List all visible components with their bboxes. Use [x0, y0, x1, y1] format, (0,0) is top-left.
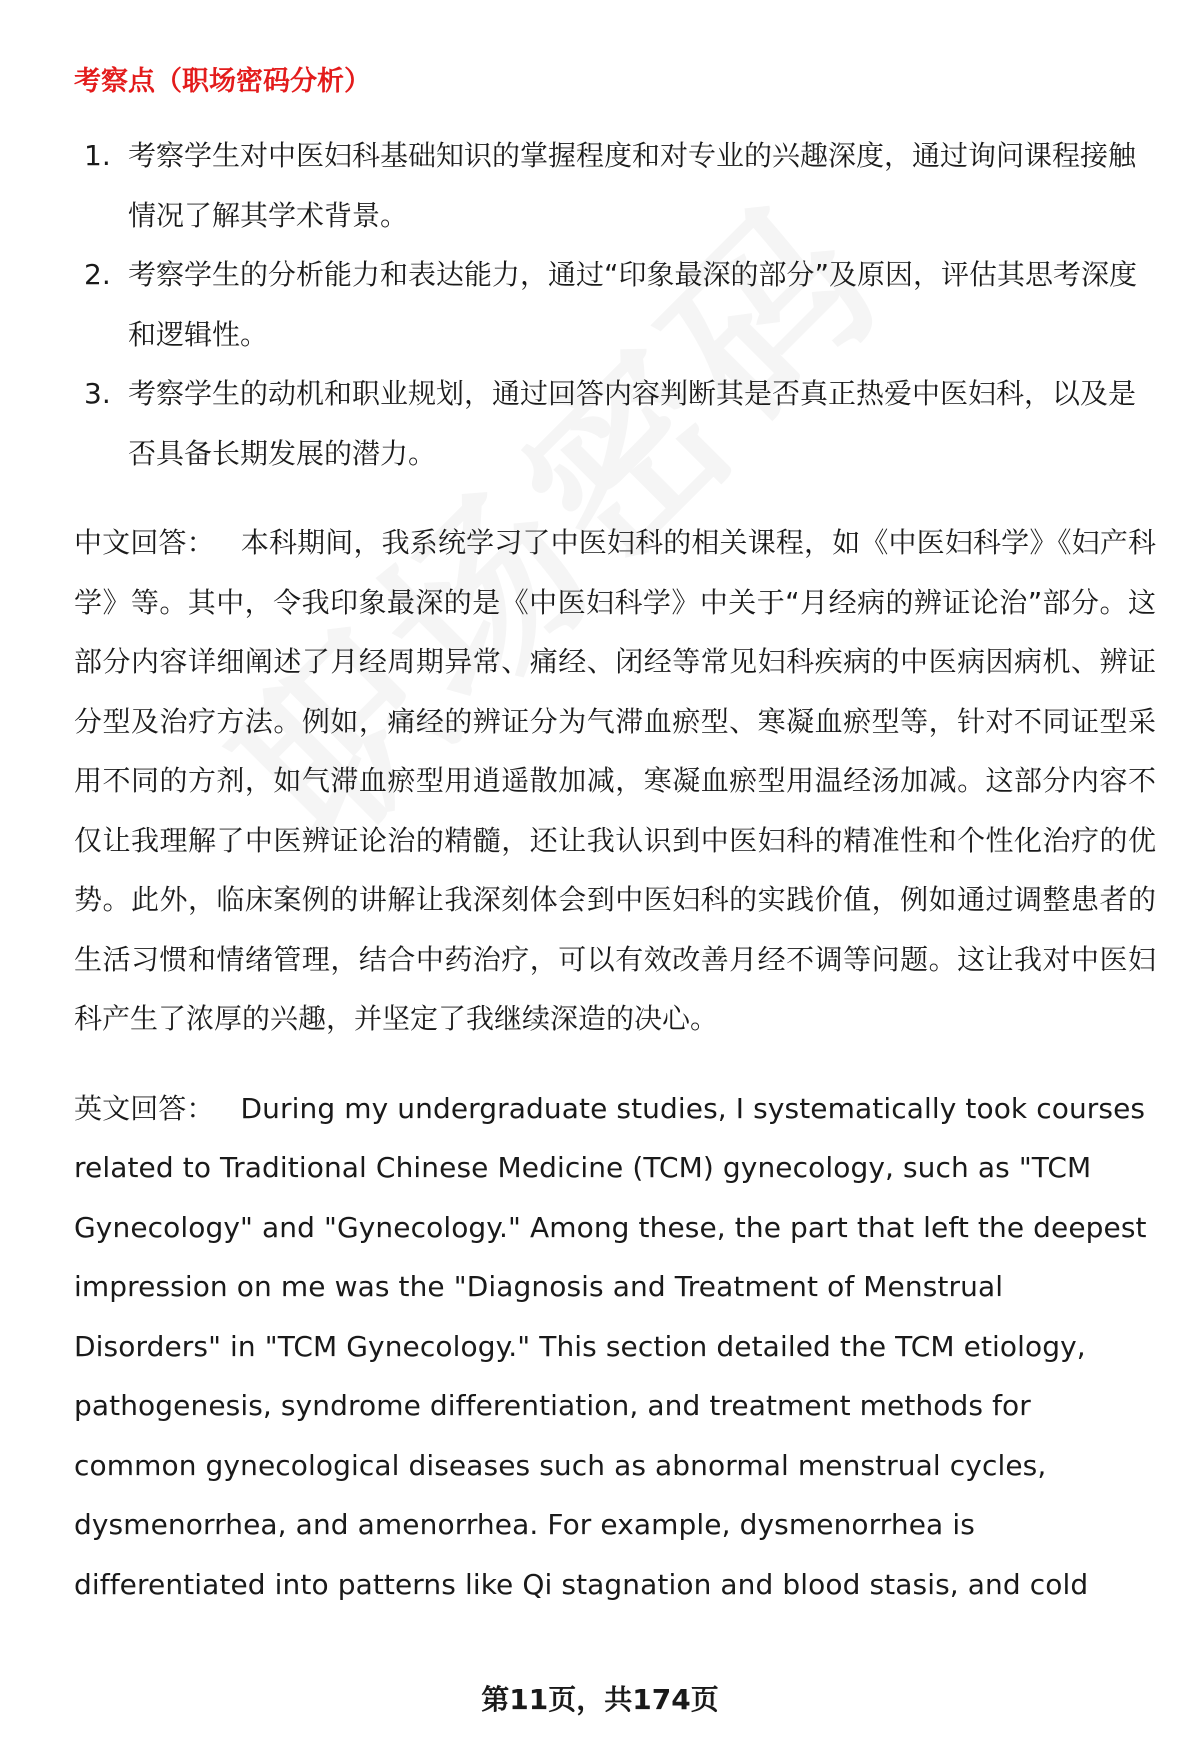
list-item	[74, 364, 1156, 483]
english-answer-label: 英文回答：	[74, 1091, 215, 1125]
list-item-text: 考察学生的分析能力和表达能力，通过“印象最深的部分”及原因，评估其思考深度和逻辑性。	[128, 258, 1138, 351]
list-item-text: 考察学生的动机和职业规划，通过回答内容判断其是否真正热爱中医妇科，以及是否具备长期发展的潜力。	[128, 377, 1137, 470]
chinese-answer-label: 中文回答：	[74, 526, 215, 559]
list-item	[74, 126, 1156, 245]
english-answer	[74, 1079, 1156, 1615]
list-number: 1.	[84, 139, 111, 172]
list-item-text: 考察学生对中医妇科基础知识的掌握程度和对专业的兴趣深度，通过询问课程接触情况了解其学术背景。	[128, 139, 1137, 232]
page-number: 第11页，共174页	[481, 1683, 719, 1716]
assessment-points-list	[74, 126, 1156, 483]
chinese-answer-text: 本科期间，我系统学习了中医妇科的相关课程，如《中医妇科学》《妇产科学》等。其中，令我印象最深的是《中医妇科学》中关于“月经病的辨证论治”部分。这部分内容详细阐述了月经周期异常、痛经、闭经等常见妇科疾病的中医病因病机、辨证分型及治疗方法。例如，痛经的辨证分为气滞血瘀型、寒凝血瘀型等，针对不同证型采用不同的方剂，如气滞血瘀型用逍遥散加减，寒凝血瘀型用温经汤加减。这部分内容不仅让我理解了中医辨证论治的精髓，还让我认识到中医妇科的精准性和个性化治疗的优势。此外，临床案例的讲解让我深刻体会到中医妇科的实践价值，例如通过调整患者的生活习惯和情绪管理，结合中药治疗，可以有效改善月经不调等问题。这让我对中医妇科产生了浓厚的兴趣，并坚定了我继续深造的决心。	[74, 526, 1156, 1035]
section-title: 考察点（职场密码分析）	[74, 66, 371, 97]
english-answer-text: During my undergraduate studies, I systematically took courses related to Traditional Chinese Medicine (TCM) gynecology, such as "TCM Gynecology" and "Gynecology." Among these, the part that left the deepest impression on me was the "Diagnosis and Treatment of Menstrual Disorders" in "TCM Gynecology." This section detailed the TCM etiology, pathogenesis, syndrome differentiation, and treatment methods for common gynecological diseases such as abnormal menstrual cycles, dysmenorrhea, and amenorrhea. For example, dysmenorrhea is differentiated into patterns like Qi stagnation and blood stasis, and cold	[74, 1091, 1147, 1601]
document-page	[74, 62, 1156, 1614]
chinese-answer	[74, 513, 1156, 1049]
list-number: 3.	[84, 377, 111, 410]
list-number: 2.	[84, 258, 111, 291]
list-item	[74, 245, 1156, 364]
